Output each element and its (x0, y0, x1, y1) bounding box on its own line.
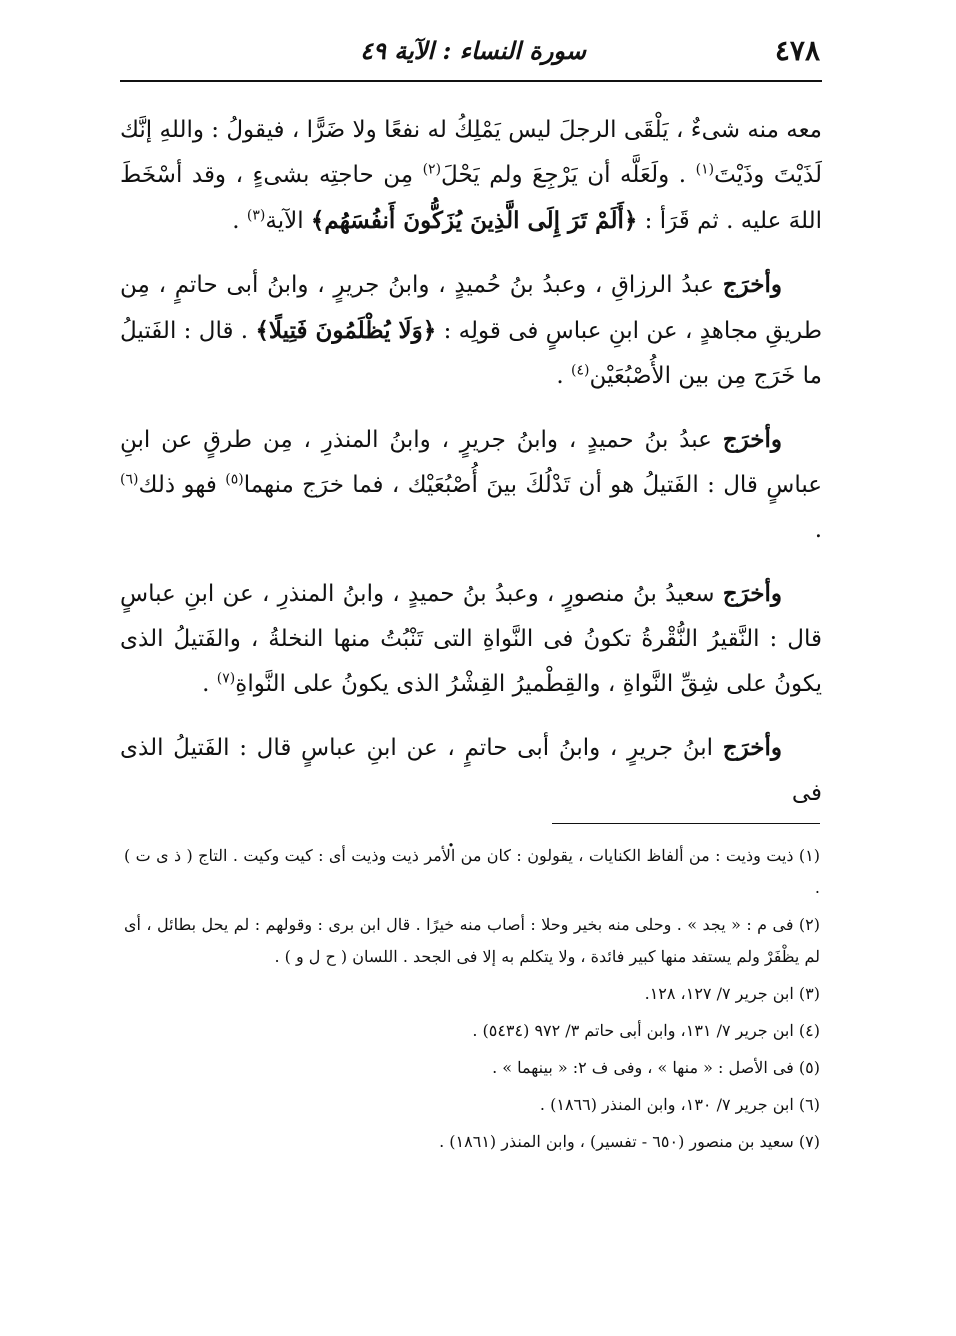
paragraph-5 (120, 725, 822, 816)
footnote-7: (٧) سعيد بن منصور (٦٥٠ - تفسير) ، وابن المنذر (١٨٦١) . (439, 1132, 820, 1151)
footnote-ref-4: (٤) (571, 362, 590, 379)
footnote-ref-7: (٧) (216, 670, 236, 687)
footnote-3: (٣) ابن جرير ٧/ ١٢٧، ١٢٨. (644, 984, 820, 1003)
paragraph-lead: وأخرَج (722, 426, 782, 453)
text-run: . (232, 208, 247, 234)
text-run: عبدُ بنُ حميدٍ ، وابنُ جريرٍ ، وابنُ المنذرِ ، مِن طرقٍ عن ابنِ عباسٍ قال : الفَتيلُ هو أن تَدْلُكَ بينَ أُصْبُعَيْك ، فما خرَج منهما (120, 427, 822, 498)
footnotes (124, 840, 820, 1163)
footnote-ref-1: (١) (695, 161, 715, 178)
footnote-1: (١) ذيت وذيت : من ألفاظ الكنايات ، يقولون : كان من الأمر ذيت وذيت أى : كيت وكيت . التاج ( ذ ى ت ) . (124, 846, 820, 897)
quran-quote: ﴿وَلَا يُظْلَمُونَ فَتِيلًا﴾ (255, 317, 437, 344)
footnote-rule (552, 823, 820, 824)
trailing-dot: . (446, 823, 456, 853)
footnote-ref-3: (٣) (246, 207, 266, 224)
text-run: مِن حاجتِه بشىءٍ ، وقد أسْخَطَ اللهَ عليه . ثم قَرَأ : (120, 162, 822, 234)
paragraph-1 (120, 108, 822, 244)
main-text (120, 108, 822, 853)
paragraph-lead: وأخرَج (722, 580, 782, 607)
footnote-5: (٥) فى الأصل : « منها » ، وفى ف ٢: « بينهما » . (492, 1058, 820, 1077)
text-run: ابنُ جريرٍ ، وابنُ أبى حاتمٍ ، عن ابنِ عباسٍ قال : الفَتيلُ الذى فى (120, 735, 822, 806)
text-run: . (556, 363, 571, 389)
paragraph-4 (120, 571, 822, 707)
text-run: . (814, 517, 822, 543)
text-run: فهو ذلك (138, 472, 226, 498)
paragraph-3 (120, 417, 822, 553)
header-rule (120, 80, 822, 82)
text-run: . قال : الفَتيلُ ما خَرَج مِن بين الأُصْبُعَيْن (120, 318, 822, 389)
text-run: . (202, 671, 217, 697)
quran-quote: ﴿أَلَمْ تَرَ إِلَى الَّذِينَ يُزَكُّونَ أَنفُسَهُم﴾ (310, 207, 638, 234)
paragraph-lead: وأخرَج (722, 734, 782, 761)
page-header (120, 28, 826, 76)
footnote-ref-6: (٦) (120, 471, 139, 488)
page-number: ٤٧٨ (774, 34, 820, 67)
text-run: الآية (265, 208, 311, 234)
running-title: سورة النساء : الآية ٤٩ (360, 36, 586, 65)
text-run: معه منه شىءٌ ، يَلْقَى الرجلَ ليس يَمْلِكُ له نفعًا ولا ضَرًّا ، فيقولُ : واللهِ إنَّك لَذَيْتَ وذَيْتَ (120, 117, 822, 188)
text-run: سعيدُ بنُ منصورٍ ، وعبدُ بنُ حميدٍ ، وابنُ المنذرِ ، عن ابنِ عباسٍ قال : النَّقيرُ النُّقْرةُ تكونُ فى النَّواةِ التى تَنْبُتُ منها النخلةُ ، والفَتيلُ الذى يكونُ على شِقِّ النَّواةِ ، والقِطْميرُ القِشْرُ الذى يكونُ على النَّواةِ (120, 581, 822, 697)
text-run: عبدُ الرزاقِ ، وعبدُ بنُ حُميدٍ ، وابنُ جريرٍ ، وابنُ أبى حاتمٍ ، مِن طريقِ مجاهدٍ ، عن ابنِ عباسٍ فى قولِه : (120, 272, 822, 344)
footnote-ref-5: (٥) (225, 471, 244, 488)
footnote-4: (٤) ابن جرير ٧/ ١٣١، وابن أبى حاتم ٣/ ٩٧٢ (٥٤٣٤) . (472, 1021, 820, 1040)
footnote-6: (٦) ابن جرير ٧/ ١٣٠، وابن المنذر (١٨٦٦) . (539, 1095, 820, 1114)
footnote-2: (٢) فى م : « يجد » . وحلى منه بخير وحلا : أصاب منه خيرًا . قال ابن برى : وقولهم : لم يحل بطائل ، أى لم يظْفَرْ ولم يستفد منها كبير فائدة ، ولا يتكلم به إلا فى الجحد . اللسان ( ح ل و ) . (124, 915, 820, 966)
paragraph-lead: وأخرَج (722, 271, 782, 298)
text-run: . ولَعَلَّه أن يَرْجِعَ ولم يَحْلَ (441, 162, 696, 188)
footnote-ref-2: (٢) (422, 161, 442, 178)
paragraph-2 (120, 262, 822, 399)
